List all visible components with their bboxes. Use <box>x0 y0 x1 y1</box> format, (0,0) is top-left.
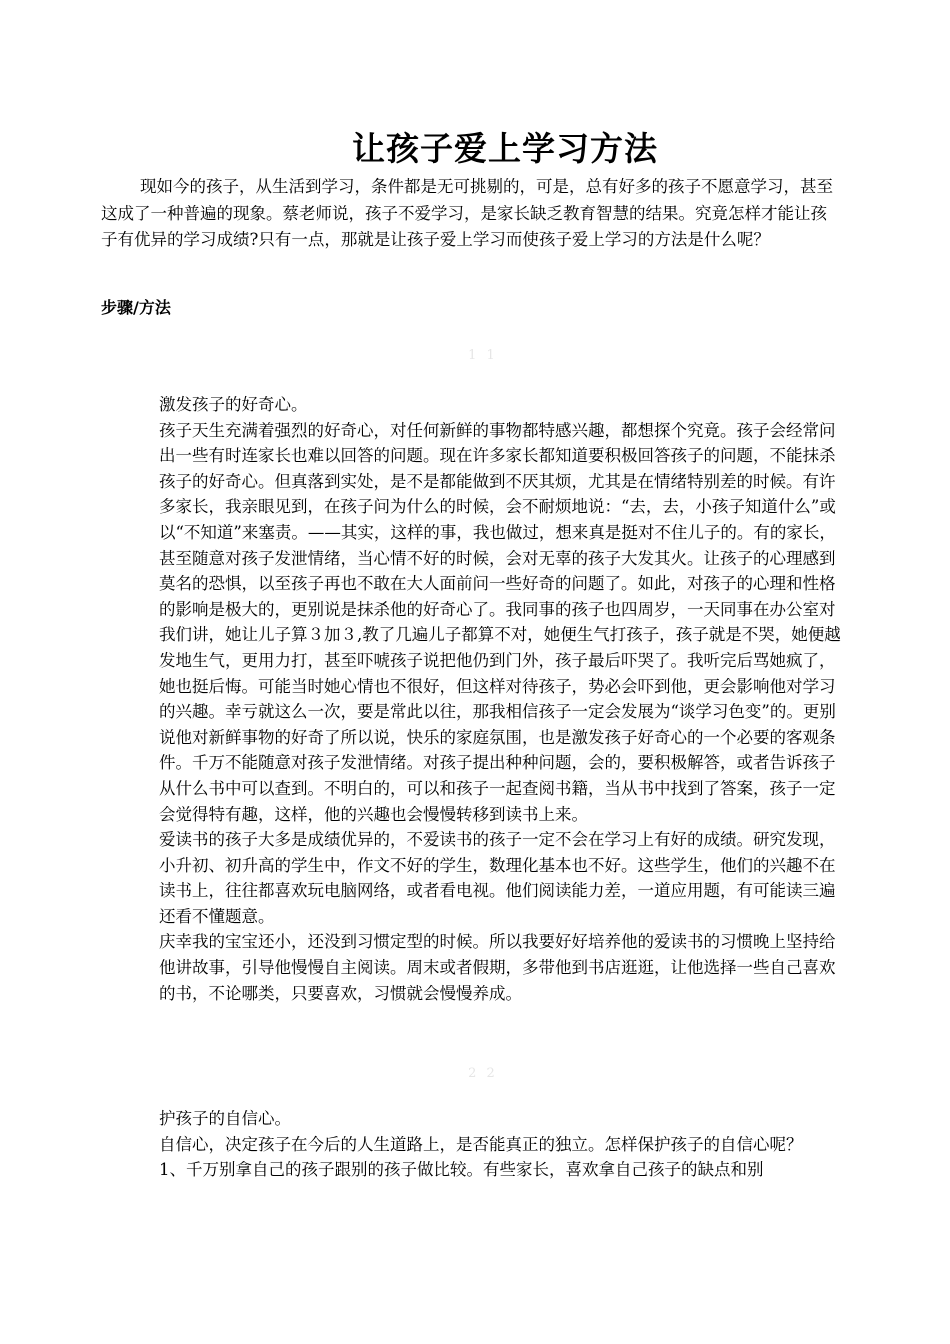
step-1-paragraph: 孩子天生充满着强烈的好奇心，对任何新鲜的事物都特感兴趣，都想探个究竟。孩子会经常问出一些有时连家长也难以回答的问题。现在许多家长都知道要积极回答孩子的问题，不能抹杀孩子的好奇心。但真落到实处，是不是都能做到不厌其烦，尤其是在情绪特别差的时候。有许多家长，我亲眼见到，在孩子问为什么的时候，会不耐烦地说：“去，去，小孩子知道什么”或以“不知道”来塞责。——其实，这样的事，我也做过，想来真是挺对不住儿子的。有的家长，甚至随意对孩子发泄情绪，当心情不好的时候，会对无辜的孩子大发其火。让孩子的心理感到莫名的恐惧，以至孩子再也不敢在大人面前问一些好奇的问题了。如此，对孩子的心理和性格的影响是极大的，更别说是抹杀他的好奇心了。我同事的孩子也四周岁，一天同事在办公室对我们讲，她让儿子算３加３,教了几遍儿子都算不对，她便生气打孩子，孩子就是不哭，她便越发地生气，更用力打，甚至吓唬孩子说把他仍到门外，孩子最后吓哭了。我听完后骂她疯了，她也挺后悔。可能当时她心情也不很好，但这样对待孩子，势必会吓到他，更会影响他对学习的兴趣。幸亏就这么一次，要是常此以往，那我相信孩子一定会发展为“谈学习色变”的。更别说他对新鲜事物的好奇了所以说，快乐的家庭氛围，也是激发孩子好奇心的一个必要的客观条件。千万不能随意对孩子发泄情绪。对孩子提出种种问题，会的，要积极解答，或者告诉孩子从什么书中可以查到。不明白的，可以和孩子一起查阅书籍，当从书中找到了答案，孩子一定会觉得特有趣，这样，他的兴趣也会慢慢转移到读书上来。 <box>159 420 841 824</box>
step-1 <box>159 392 849 1006</box>
page-title: 让孩子爱上学习方法 <box>352 129 658 168</box>
step-1-paragraph: 爱读书的孩子大多是成绩优异的，不爱读书的孩子一定不会在学习上有好的成绩。研究发现，小升初、初升高的学生中，作文不好的学生，数理化基本也不好。这些学生，他们的兴趣不在读书上，往往都喜欢玩电脑网络，或者看电视。他们阅读能力差，一道应用题，有可能读三遍还看不懂题意。 <box>159 830 836 926</box>
steps-heading: 步骤/方法 <box>101 298 171 317</box>
step-2-heading: 护孩子的自信心。 <box>159 1109 291 1128</box>
step-2-paragraph: 自信心，决定孩子在今后的人生道路上，是否能真正的独立。怎样保护孩子的自信心呢？ <box>159 1134 803 1154</box>
step-2 <box>159 1106 849 1183</box>
intro-paragraph: 现如今的孩子，从生活到学习，条件都是无可挑剔的，可是，总有好多的孩子不愿意学习，甚至这成了一种普遍的现象。蔡老师说，孩子不爱学习，是家长缺乏教育智慧的结果。究竟怎样才能让孩子有优异的学习成绩?只有一点，那就是让孩子爱上学习而使孩子爱上学习的方法是什么呢？ <box>101 177 833 249</box>
step-1-heading: 激发孩子的好奇心。 <box>159 395 308 414</box>
step-number-2: 2 2 <box>468 1066 498 1081</box>
step-number-1: 1 1 <box>468 348 498 363</box>
step-2-paragraph: 1、千万别拿自己的孩子跟别的孩子做比较。有些家长，喜欢拿自己孩子的缺点和别 <box>159 1160 764 1180</box>
step-1-paragraph: 庆幸我的宝宝还小，还没到习惯定型的时候。所以我要好好培养他的爱读书的习惯晚上坚持给他讲故事，引导他慢慢自主阅读。周末或者假期，多带他到书店逛逛，让他选择一些自己喜欢的书，不论哪类，只要喜欢，习惯就会慢慢养成。 <box>159 932 836 1003</box>
